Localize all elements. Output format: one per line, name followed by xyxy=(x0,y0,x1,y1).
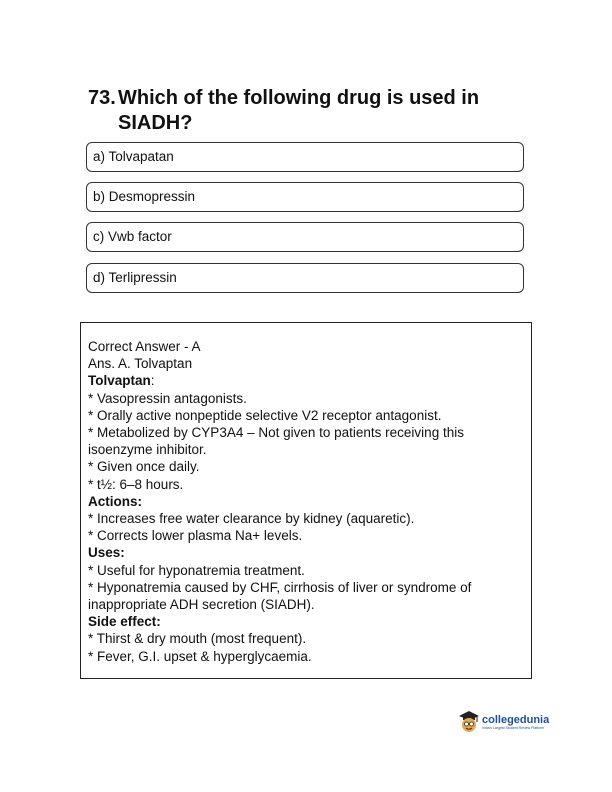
drug-heading-row xyxy=(88,372,523,389)
logo-tagline: India's Largest Student Review Platform xyxy=(482,725,545,730)
drug-point: * Given once daily. xyxy=(88,459,200,475)
uses-heading: Uses: xyxy=(88,545,125,561)
actions-point: * Corrects lower plasma Na+ levels. xyxy=(88,528,303,544)
mascot-icon xyxy=(458,710,480,734)
option-c[interactable]: c) Vwb factor xyxy=(86,222,524,252)
correct-answer: Correct Answer - A xyxy=(88,339,201,354)
drug-point: * t½: 6–8 hours. xyxy=(88,476,184,492)
option-a[interactable]: a) Tolvapatan xyxy=(86,142,524,172)
actions-point: * Increases free water clearance by kidney (aquaretic). xyxy=(88,511,415,527)
answer-explanation-box xyxy=(80,322,532,679)
drug-point: * Metabolized by CYP3A4 – Not given to patients receiving this isoenzyme inhibitor. xyxy=(88,425,464,458)
option-b[interactable]: b) Desmopressin xyxy=(86,182,524,212)
question xyxy=(88,86,508,136)
side-effect-point: * Thirst & dry mouth (most frequent). xyxy=(88,631,307,647)
option-d[interactable]: d) Terlipressin xyxy=(86,263,524,293)
answer-line: Ans. A. Tolvaptan xyxy=(88,356,193,372)
question-text: Which of the following drug is used in SIADH? xyxy=(118,87,480,134)
logo-name: collegedunia xyxy=(482,713,550,726)
side-effect-heading: Side effect: xyxy=(88,614,161,630)
drug-heading-colon: : xyxy=(150,373,155,389)
uses-point: * Hyponatremia caused by CHF, cirrhosis of liver or syndrome of inappropriate ADH secretion (SIADH). xyxy=(88,579,472,613)
collegedunia-logo[interactable] xyxy=(458,709,558,735)
drug-point: * Orally active nonpeptide selective V2 receptor antagonist. xyxy=(88,407,442,423)
side-effect-point: * Fever, G.I. upset & hyperglycaemia. xyxy=(88,648,312,664)
question-number: 73. xyxy=(88,87,116,109)
uses-point: * Useful for hyponatremia treatment. xyxy=(88,562,305,578)
drug-point: * Vasopressin antagonists. xyxy=(88,390,247,406)
drug-heading: Tolvaptan xyxy=(88,373,151,389)
actions-heading: Actions: xyxy=(88,493,142,509)
